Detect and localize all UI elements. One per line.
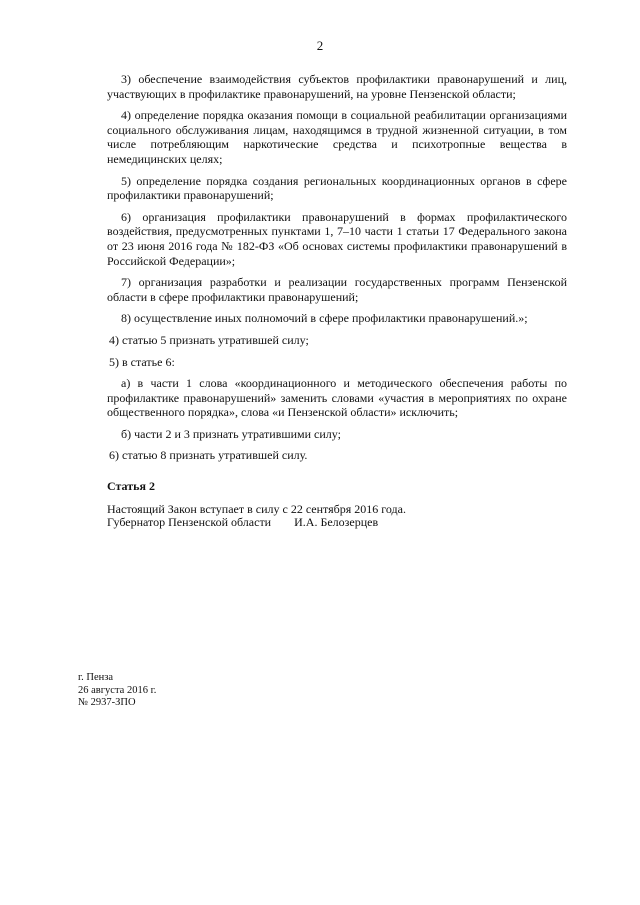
page-number: 2 <box>316 38 324 53</box>
article-heading: Статья 2 <box>107 479 155 494</box>
paragraph-5: 5) определение порядка создания региональных координационных органов в сфере профилактики правонарушений; <box>107 173 567 203</box>
item-5: 5) в статье 6: <box>109 354 175 369</box>
item-6: 6) статью 8 признать утратившей силу. <box>109 448 308 463</box>
footer-city: г. Пенза <box>78 672 114 683</box>
signature-title: Губернатор Пензенской области <box>107 515 272 529</box>
paragraph-8: 8) осуществление иных полномочий в сфере профилактики правонарушений.»; <box>121 311 528 326</box>
subitem-a: а) в части 1 слова «координационного и методического обеспечения работы по профилактике правонарушений» заменить словами «участия в мероприятиях по охране общественного порядка», слова «и Пензенской области» исключить; <box>107 376 567 420</box>
paragraph-7: 7) организация разработки и реализации государственных программ Пензенской области в сфере профилактики правонарушений; <box>107 275 567 304</box>
paragraph-4: 4) определение порядка оказания помощи в социальной реабилитации организациями социального обслуживания лицам, находящимся в трудной жизненной ситуации, в том числе потребляющим наркотические средства и психотропные вещества в немедицинских целях; <box>107 108 567 166</box>
subitem-b: б) части 2 и 3 признать утратившими силу; <box>121 426 341 441</box>
footer-date: 26 августа 2016 г. <box>78 684 157 696</box>
paragraph-6: 6) организация профилактики правонарушений в формах профилактического воздействия, предусмотренных пунктами 1, 7–10 части 1 статьи 17 Федерального закона от 23 июня 2016 года № 182-ФЗ «Об основах системы профилактики правонарушений в Российской Федерации»; <box>107 209 567 268</box>
article-text: Настоящий Закон вступает в силу с 22 сентября 2016 года. <box>107 502 406 517</box>
footer-number: № 2937-ЗПО <box>78 697 136 708</box>
item-4: 4) статью 5 признать утратившей силу; <box>109 332 309 347</box>
signature-name: И.А. Белозерцев <box>294 515 379 529</box>
footer-block <box>78 672 156 710</box>
signature-block <box>107 515 378 530</box>
document-body <box>107 72 567 524</box>
paragraph-3: 3) обеспечение взаимодействия субъектов профилактики правонарушений и лиц, участвующих в профилактике правонарушений, на уровне Пензенской области; <box>107 72 567 101</box>
